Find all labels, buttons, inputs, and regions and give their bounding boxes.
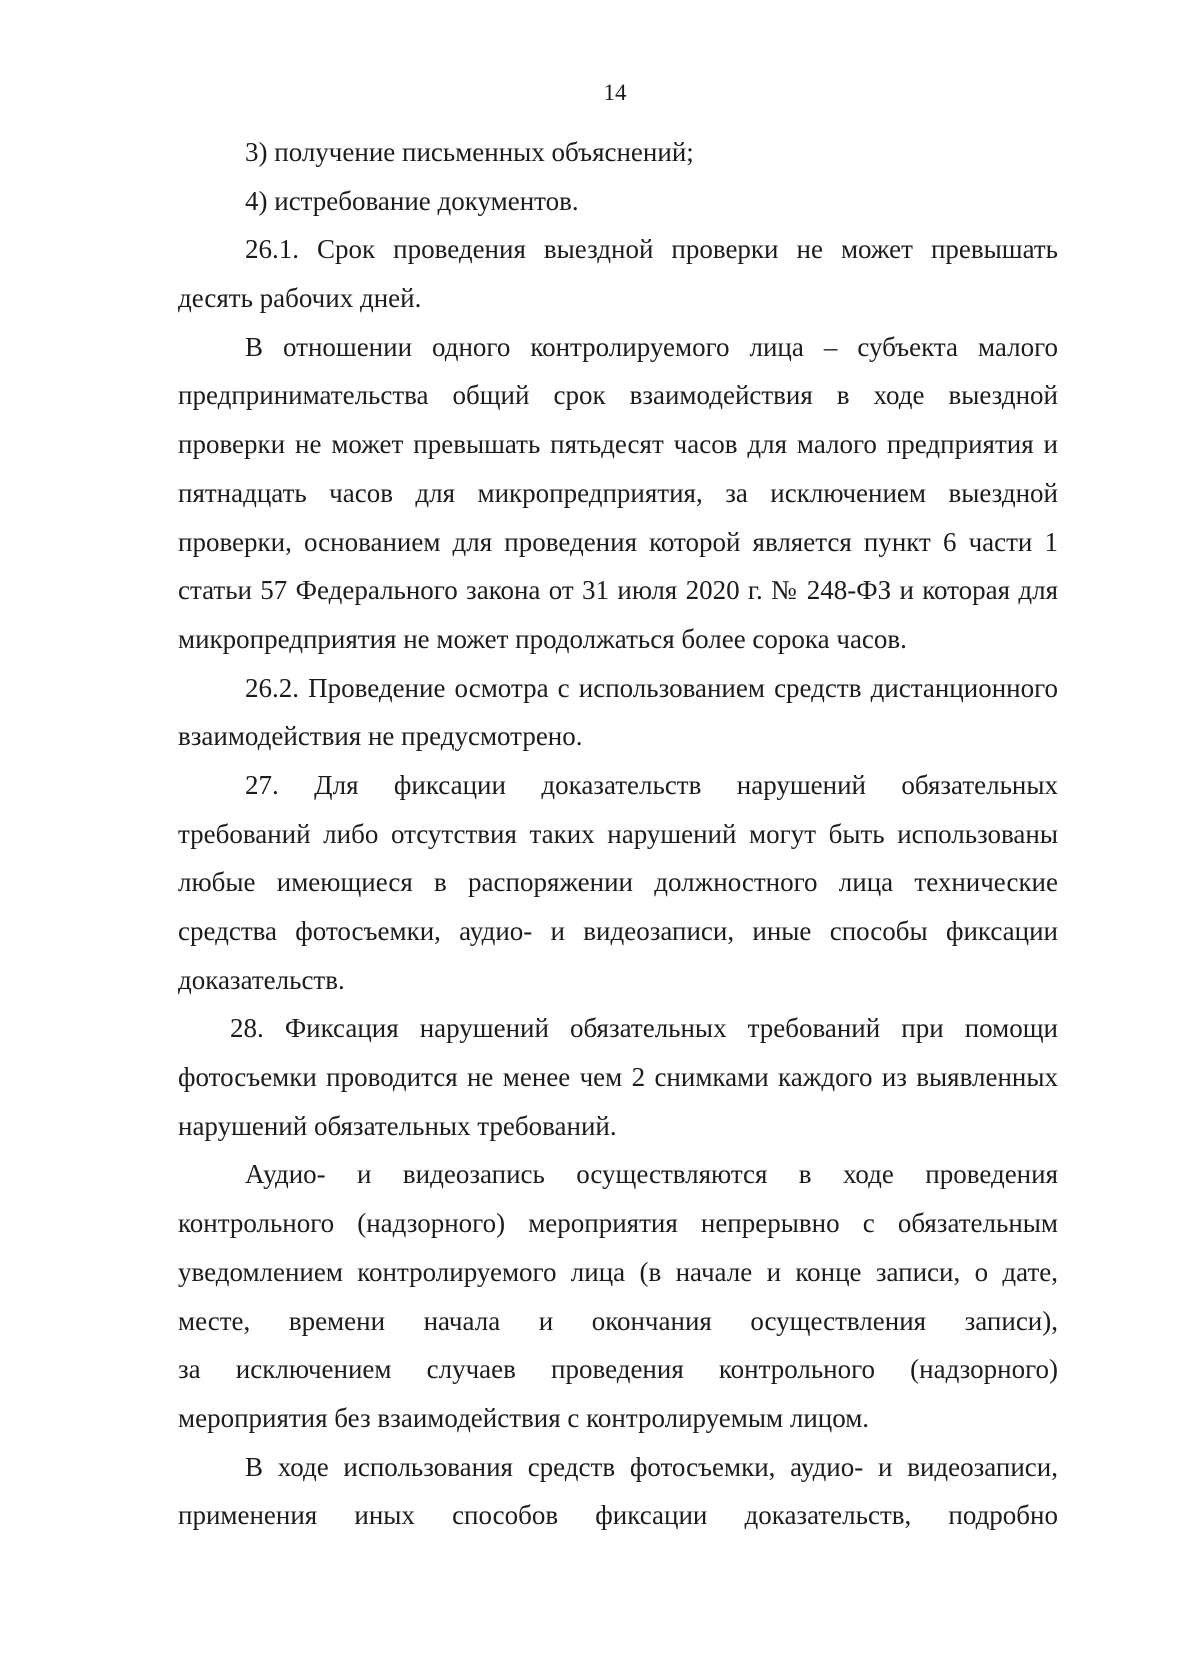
text-line: доказательств. <box>178 964 345 995</box>
text-line: месте, времени начала и окончания осуществления записи), <box>178 1305 1058 1336</box>
text-line: применения иных способов фиксации доказательств, подробно <box>178 1500 1058 1531</box>
text-line: любые имеющиеся в распоряжении должностного лица технические <box>178 867 1058 898</box>
text-line: предпринимательства общий срок взаимодействия в ходе выездной <box>178 380 1058 411</box>
text-line: взаимодействия не предусмотрено. <box>178 721 583 752</box>
text-line: за исключением случаев проведения контрольного (надзорного) <box>178 1354 1058 1385</box>
text-line: контрольного (надзорного) мероприятия непрерывно с обязательным <box>178 1208 1058 1239</box>
page-number: 14 <box>603 80 627 105</box>
text-line: мероприятия без взаимодействия с контролируемым лицом. <box>178 1402 870 1433</box>
text-line: средства фотосъемки, аудио- и видеозаписи, иные способы фиксации <box>178 916 1058 946</box>
text-line: статьи 57 Федерального закона от 31 июля 2020 г. № 248-ФЗ и которая для <box>178 575 1058 606</box>
text-line: требований либо отсутствия таких нарушений могут быть использованы <box>178 818 1058 849</box>
text-line: микропредприятия не может продолжаться более сорока часов. <box>178 623 907 654</box>
text-line: фотосъемки проводится не менее чем 2 снимками каждого из выявленных <box>178 1062 1058 1093</box>
text-line: проверки, основанием для проведения которой является пункт 6 части 1 <box>178 526 1058 557</box>
text-line: нарушений обязательных требований. <box>178 1110 617 1141</box>
text-line: В ходе использования средств фотосъемки, аудио- и видеозаписи, <box>245 1451 1058 1482</box>
text-line: 3) получение письменных объяснений; <box>245 137 694 167</box>
text-line: 27. Для фиксации доказательств нарушений обязательных <box>245 769 1058 800</box>
text-line: десять рабочих дней. <box>178 283 422 314</box>
text-line: 28. Фиксация нарушений обязательных требований при помощи <box>230 1013 1058 1044</box>
text-line: 26.2. Проведение осмотра с использованием средств дистанционного <box>245 672 1058 703</box>
text-line: проверки не может превышать пятьдесят часов для малого предприятия и <box>178 429 1058 460</box>
text-line: 4) истребование документов. <box>245 185 579 216</box>
text-line: 26.1. Срок проведения выездной проверки не может превышать <box>245 234 1058 265</box>
text-line: пятнадцать часов для микропредприятия, за исключением выездной <box>178 477 1058 508</box>
text-line: Аудио- и видеозапись осуществляются в ходе проведения <box>245 1159 1058 1190</box>
text-line: В отношении одного контролируемого лица – субъекта малого <box>245 331 1058 362</box>
document-body <box>178 128 1058 1540</box>
text-line: уведомлением контролируемого лица (в начале и конце записи, о дате, <box>178 1256 1058 1287</box>
